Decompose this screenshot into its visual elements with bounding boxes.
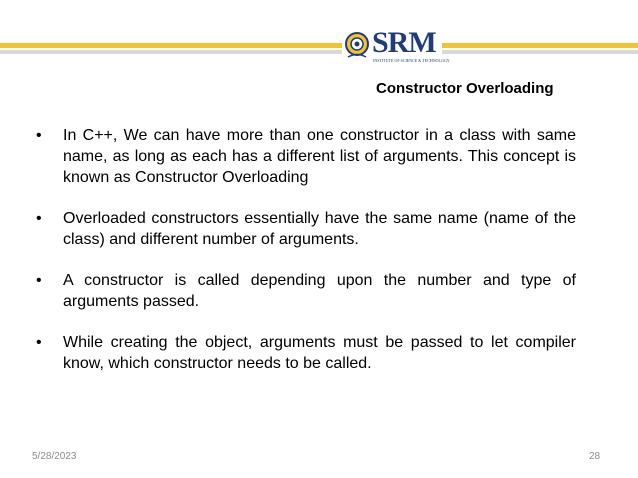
bullet-item [36, 208, 576, 250]
slide-title: Constructor Overloading [376, 80, 554, 97]
bullet-dot: • [36, 334, 42, 351]
bullet-list [36, 125, 576, 394]
srm-logo [342, 26, 450, 72]
header-gray-stripe [0, 50, 638, 54]
bullet-item [36, 332, 576, 374]
slide-title-row [0, 80, 572, 97]
bullet-dot: • [36, 272, 42, 289]
bullet-text: In C++, We can have more than one constructor in a class with same name, as long as each has a different list of arguments. This concept is known as Constructor Overloading [63, 127, 576, 186]
footer-date: 5/28/2023 [32, 451, 77, 462]
bullet-dot: • [36, 127, 42, 144]
header-yellow-stripe [0, 43, 638, 48]
logo-text: SRM [372, 26, 436, 59]
footer-page-number: 28 [589, 451, 601, 462]
logo-subtitle: INSTITUTE OF SCIENCE & TECHNOLOGY [373, 58, 450, 63]
bullet-dot: • [36, 210, 42, 227]
bullet-item [36, 125, 576, 188]
srm-emblem-icon [344, 30, 370, 60]
bullet-text: Overloaded constructors essentially have the same name (name of the class) and different number of arguments. [63, 210, 576, 248]
bullet-item [36, 270, 576, 312]
bullet-text: While creating the object, arguments must be passed to let compiler know, which constructor needs to be called. [63, 334, 576, 372]
bullet-text: A constructor is called depending upon the number and type of arguments passed. [63, 272, 576, 310]
